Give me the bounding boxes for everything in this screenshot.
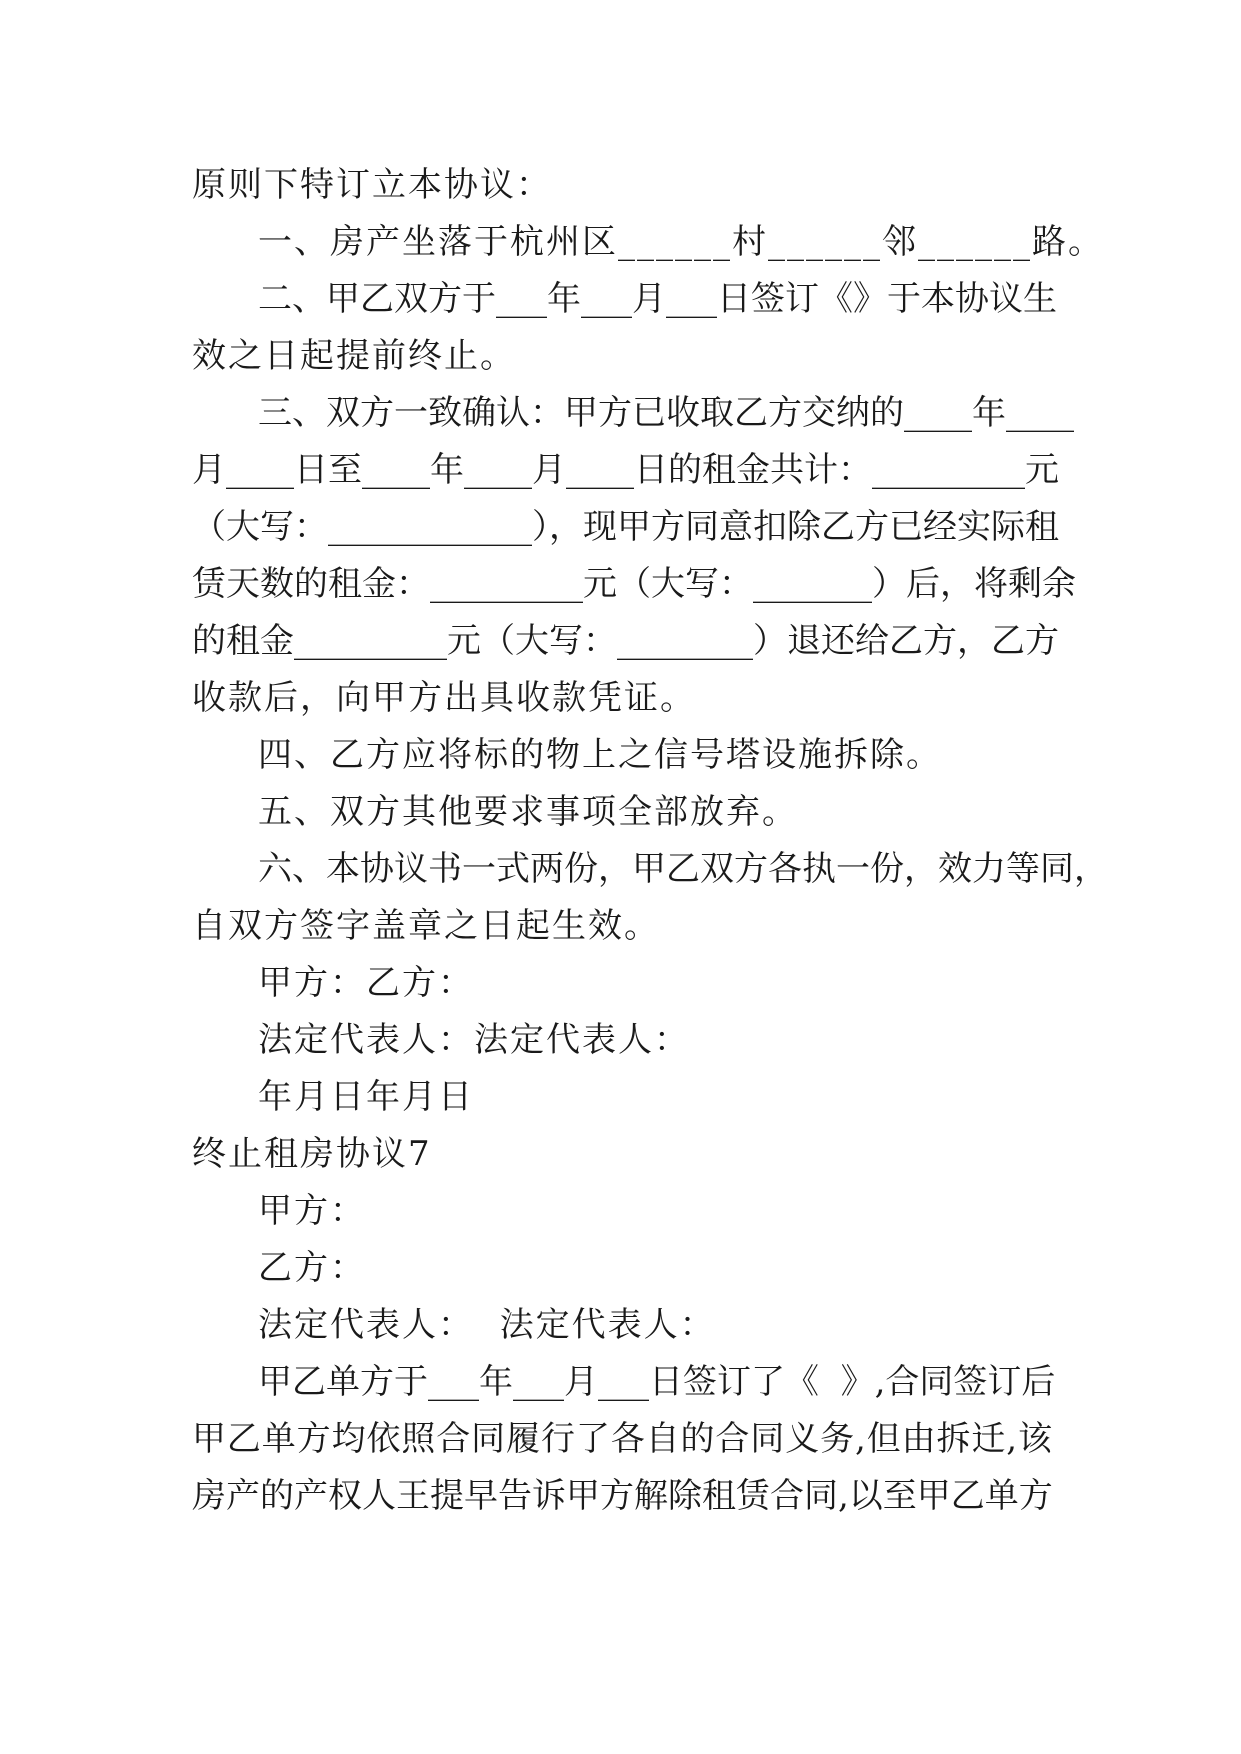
text-line-4: 效之日起提前终止。 (192, 336, 516, 376)
text-line-24: 房产的产权人王提早告诉甲方解除租赁合同,以至甲乙单方 (192, 1476, 1053, 1516)
text-line-6: 月____日至____年____月____日的租金共计：_________元 (192, 450, 1059, 490)
text-line-5: 三、双方一致确认：甲方已收取乙方交纳的____年____ (258, 393, 1074, 433)
signature-representatives: 法定代表人：法定代表人： (258, 1020, 690, 1060)
party-b-label: 乙方： (258, 1248, 366, 1288)
text-line-9: 的租金_________元（大写：________）退还给乙方，乙方 (192, 621, 1059, 661)
text-line-7: （大写：____________），现甲方同意扣除乙方已经实际租 (192, 507, 1059, 547)
text-line-13: 六、本协议书一式两份，甲乙双方各执一份，效力等同， (258, 849, 1108, 889)
text-line-11: 四、乙方应将标的物上之信号塔设施拆除。 (258, 735, 942, 775)
representatives-label: 法定代表人： 法定代表人： (258, 1305, 716, 1345)
text-line-22: 甲乙单方于___年___月___日签订了《 》,合同签订后 (258, 1362, 1056, 1402)
text-line-2: 一、房产坐落于杭州区______村______邻______路。 (258, 222, 1104, 262)
text-line-3: 二、甲乙双方于___年___月___日签订《》于本协议生 (258, 279, 1057, 319)
text-line-1: 原则下特订立本协议： (192, 165, 552, 205)
text-line-23: 甲乙单方均依照合同履行了各自的合同义务,但由拆迁,该 (192, 1419, 1052, 1459)
party-a-label: 甲方： (258, 1191, 366, 1231)
signature-dates: 年月日年月日 (258, 1077, 474, 1117)
text-line-10: 收款后，向甲方出具收款凭证。 (192, 678, 696, 718)
text-line-8: 赁天数的租金：_________元（大写：_______）后，将剩余 (192, 564, 1076, 604)
signature-parties: 甲方：乙方： (258, 963, 474, 1003)
text-line-14: 自双方签字盖章之日起生效。 (192, 906, 660, 946)
section-title: 终止租房协议7 (192, 1134, 432, 1174)
text-line-12: 五、双方其他要求事项全部放弃。 (258, 792, 798, 832)
